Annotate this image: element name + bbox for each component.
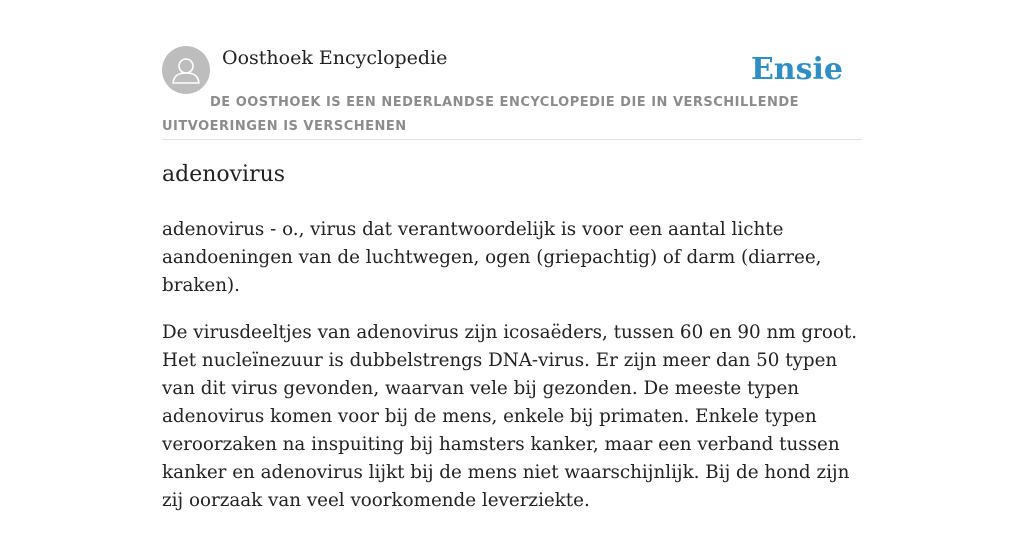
site-name-link[interactable]: Oosthoek Encyclopedie <box>222 47 448 69</box>
ensie-logo[interactable]: Ensie <box>750 52 843 87</box>
article-paragraph: De virusdeeltjes van adenovirus zijn icosaëders, tussen 60 en 90 nm groot. Het nucleïnezuur is dubbelstrengs DNA-virus. Er zijn meer dan 50 typen van dit virus gevonden, waarvan vele bij gezonden. De meeste typen adenovirus komen voor bij de mens, enkele bij primaten. Enkele typen veroorzaken na inspuiting bij hamsters kanker, maar een verband tussen kanker en adenovirus lijkt bij de mens niet waarschijnlijk. Bij de hond zijn zij oorzaak van veel voorkomende leverziekte. <box>162 322 858 511</box>
site-header <box>162 46 862 140</box>
article-title: adenovirus <box>162 162 286 187</box>
site-tagline: DE OOSTHOEK IS EEN NEDERLANDSE ENCYCLOPEDIE DIE IN VERSCHILLENDE UITVOERINGEN IS VERSCHENEN <box>162 95 800 134</box>
avatar[interactable] <box>162 46 210 94</box>
user-silhouette-icon <box>162 46 210 94</box>
article-body <box>162 216 862 534</box>
article-paragraph: adenovirus - o., virus dat verantwoordelijk is voor een aantal lichte aandoeningen van de luchtwegen, ogen (griepachtig) of darm (diarree, braken). <box>162 219 822 296</box>
